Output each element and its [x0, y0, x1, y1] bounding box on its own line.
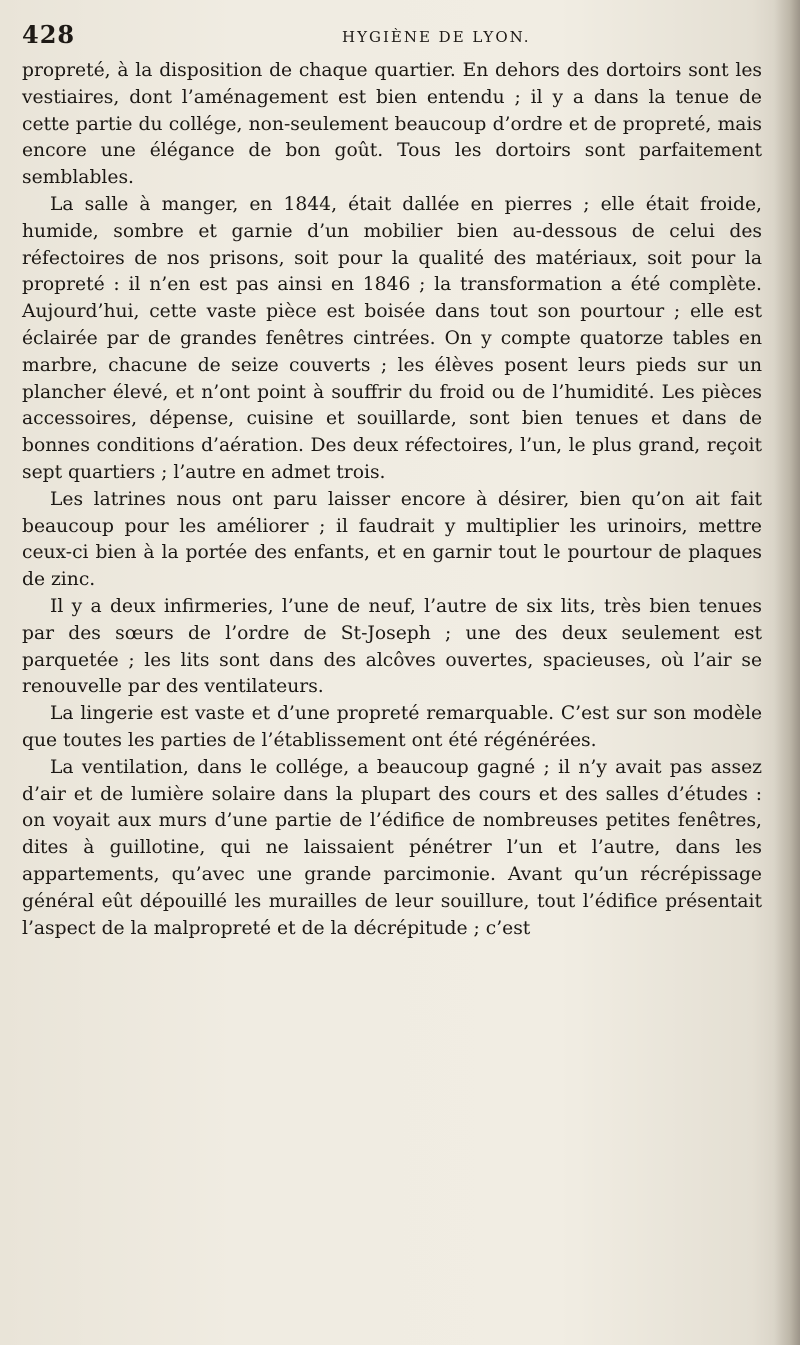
paragraph-infirmaries: Il y a deux infirmeries, l’une de neuf, l’autre de six lits, très bien tenues par des sœurs de l’ordre de St-Joseph ; une des deux seulement est parquetée ; les lits sont dans des alcôves ouvertes, spacieuses, où l’air se renouvelle par des ventilateurs.: [22, 595, 762, 698]
body-text: [22, 58, 762, 942]
paragraph-dining-hall: La salle à manger, en 1844, était dallée en pierres ; elle était froide, humide, sombre et garnie d’un mobilier bien au-dessous de celui des réfectoires de nos prisons, soit pour la qualité des matériaux, soit pour la propreté : il n’en est pas ainsi en 1846 ; la transformation a été complète. Aujourd’hui, cette vaste pièce est boisée dans tout son pourtour ; elle est éclairée par de grandes fenêtres cintrées. On y compte quatorze tables en marbre, chacune de seize couverts ; les élèves posent leurs pieds sur un plancher élevé, et n’ont point à souffrir du froid ou de l’humidité. Les pièces accessoires, dépense, cuisine et souillarde, sont bien tenues et dans de bonnes conditions d’aération. Des deux réfectoires, l’un, le plus grand, reçoit sept quartiers ; l’autre en admet trois.: [22, 193, 762, 483]
page-header: [22, 20, 762, 60]
paragraph-latrines: Les latrines nous ont paru laisser encore à désirer, bien qu’on ait fait beaucoup pour les améliorer ; il faudrait y multiplier les urinoirs, mettre ceux-ci bien à la portée des enfants, et en garnir tout le pourtour de plaques de zinc.: [22, 488, 762, 591]
paragraph-continuation: propreté, à la disposition de chaque quartier. En dehors des dortoirs sont les vestiaires, dont l’aménagement est bien entendu ; il y a dans la tenue de cette partie du collége, non-seulement beaucoup d’ordre et de propreté, mais encore une élégance de bon goût. Tous les dortoirs sont parfaitement semblables.: [22, 60, 762, 189]
page-number: 428: [22, 20, 76, 49]
running-head: HYGIÈNE DE LYON.: [342, 28, 531, 46]
paragraph-linen-room: La lingerie est vaste et d’une propreté remarquable. C’est sur son modèle que toutes les parties de l’établissement ont été régénérées.: [22, 703, 762, 751]
page-spine-shadow: [774, 0, 800, 1345]
paragraph-ventilation: La ventilation, dans le collége, a beaucoup gagné ; il n’y avait pas assez d’air et de lumière solaire dans la plupart des cours et des salles d’études : on voyait aux murs d’une partie de l’édifice de nombreuses petites fenêtres, dites à guillotine, qui ne laissaient pénétrer l’un et l’autre, dans les appartements, qu’avec une grande parcimonie. Avant qu’un récrépissage général eût dépouillé les murailles de leur souillure, tout l’édifice présentait l’aspect de la malpropreté et de la décrépitude ; c’est: [22, 756, 762, 939]
